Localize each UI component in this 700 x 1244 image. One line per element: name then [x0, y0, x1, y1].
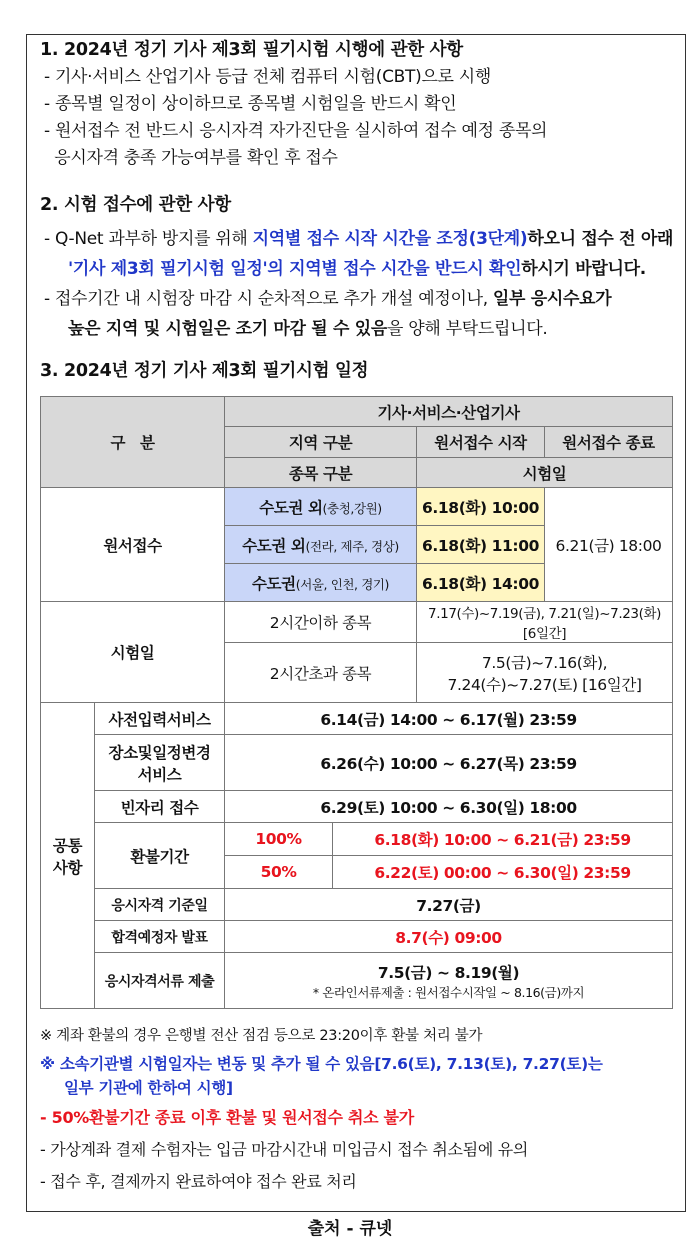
qual-date-value: 7.27(금): [225, 889, 673, 921]
region-main: 수도권 외: [242, 536, 306, 555]
highlight-text: '기사 제3회 필기시험 일정'의 지역별 접수 시간을 반드시 확인: [68, 259, 522, 279]
exam-days-cell: 7.17(수)~7.19(금), 7.21(일)~7.23(화) [6일간]: [417, 602, 673, 643]
text: 높은 지역 및 시험일은 조기 마감 될 수 있음: [68, 319, 388, 339]
region-main: 수도권 외: [259, 498, 323, 517]
exam-item-cell: 2시간이하 종목: [225, 602, 417, 643]
section-1-item: - 기사·서비스 산업기사 등급 전체 컴퓨터 시험(CBT)으로 시행: [44, 67, 492, 87]
docs-value-cell: [225, 953, 673, 1009]
footnote-exam-change-cont: 일부 기관에 한하여 시행]: [64, 1079, 233, 1097]
section-2-line-3: [44, 286, 611, 312]
region-cell: [225, 526, 417, 564]
text: 을 양해 부탁드립니다.: [387, 319, 548, 339]
refund-50-value: 6.22(토) 00:00 ~ 6.30(일) 23:59: [333, 856, 673, 889]
region-sub: (충청,강원): [322, 500, 382, 516]
section-1-title: 1. 2024년 정기 기사 제3회 필기시험 시행에 관한 사항: [40, 40, 463, 60]
region-main: 수도권: [251, 574, 296, 593]
footnote-payment: - 접수 후, 결제까지 완료하여야 접수 완료 처리: [40, 1172, 357, 1191]
section-1-item: 응시자격 충족 가능여부를 확인 후 접수: [44, 148, 338, 168]
vacancy-label: 빈자리 접수: [95, 791, 225, 823]
row-label-examday: 시험일: [41, 602, 225, 703]
header-region: 지역 구분: [225, 427, 417, 458]
schedule-table-wrapper: [40, 396, 672, 1009]
section-2-title: 2. 시험 접수에 관한 사항: [40, 195, 231, 215]
header-start: 원서접수 시작: [417, 427, 545, 458]
start-time-cell: 6.18(화) 10:00: [417, 488, 545, 526]
refund-label: 환불기간: [95, 823, 225, 889]
refund-100-pct: 100%: [225, 823, 333, 856]
docs-note: * 온라인서류제출 : 원서접수시작일 ~ 8.16(금)까지: [312, 984, 585, 1000]
change-value: 6.26(수) 10:00 ~ 6.27(목) 23:59: [225, 735, 673, 791]
footnote-refund-time: ※ 계좌 환불의 경우 은행별 전산 점검 등으로 23:20이후 환불 처리 불가: [40, 1028, 483, 1044]
footnote-virtual-account: - 가상계좌 결제 수험자는 입금 마감시간내 미입금시 접수 취소됨에 유의: [40, 1140, 529, 1159]
label-line: 장소및일정변경: [108, 743, 211, 762]
section-2-line-1: [44, 226, 673, 252]
highlight-text: 지역별 접수 시작 시간을 조정(3단계): [252, 229, 528, 249]
section-1-item: - 종목별 일정이 상이하므로 종목별 시험일을 반드시 확인: [44, 94, 457, 114]
source-caption: 출처 - 큐넷: [307, 1219, 393, 1239]
end-time-cell: 6.21(금) 18:00: [545, 488, 673, 602]
region-sub: (전라, 제주, 경상): [305, 538, 399, 554]
exam-item-cell: 2시간초과 종목: [225, 643, 417, 703]
docs-value: 7.5(금) ~ 8.19(월): [377, 963, 520, 982]
start-time-cell: 6.18(화) 14:00: [417, 564, 545, 602]
prereg-value: 6.14(금) 14:00 ~ 6.17(월) 23:59: [225, 703, 673, 735]
change-label: [95, 735, 225, 791]
section-2-line-4: [68, 316, 547, 342]
exam-days-line: 7.24(수)~7.27(토) [16일간]: [447, 675, 642, 694]
refund-50-pct: 50%: [225, 856, 333, 889]
section-2-line-2: [68, 256, 646, 282]
common-label-line: 사항: [52, 858, 83, 877]
qual-date-label: 응시자격 기준일: [95, 889, 225, 921]
section-1-item: - 원서접수 전 반드시 응시자격 자가진단을 실시하여 접수 예정 종목의: [44, 121, 548, 141]
region-cell: [225, 564, 417, 602]
exam-days-line: 7.5(금)~7.16(화),: [481, 653, 608, 672]
text: 일부 응시수요가: [492, 289, 612, 309]
vacancy-value: 6.29(토) 10:00 ~ 6.30(일) 18:00: [225, 791, 673, 823]
start-time-cell: 6.18(화) 11:00: [417, 526, 545, 564]
footnote-refund-cancel: - 50%환불기간 종료 이후 환불 및 원서접수 취소 불가: [40, 1108, 414, 1127]
exam-days-cell: [417, 643, 673, 703]
section-3-title: 3. 2024년 정기 기사 제3회 필기시험 일정: [40, 361, 369, 381]
header-examday: 시험일: [417, 458, 673, 488]
row-label-common: [41, 703, 95, 1009]
footnote-exam-change: ※ 소속기관별 시험일자는 변동 및 추가 될 수 있음[7.6(토), 7.13(토), 7.27(토)는: [40, 1055, 603, 1073]
prereg-label: 사전입력서비스: [95, 703, 225, 735]
common-label-line: 공통: [52, 836, 83, 855]
region-cell: [225, 488, 417, 526]
header-group: 기사·서비스·산업기사: [225, 397, 673, 427]
text: - 접수기간 내 시험장 마감 시 순차적으로 추가 개설 예정이나,: [44, 289, 493, 309]
text: 하오니 접수 전 아래: [527, 229, 674, 249]
header-end: 원서접수 종료: [545, 427, 673, 458]
refund-100-value: 6.18(화) 10:00 ~ 6.21(금) 23:59: [333, 823, 673, 856]
region-sub: (서울, 인천, 경기): [295, 576, 390, 592]
text: - Q-Net 과부하 방지를 위해: [44, 229, 253, 249]
docs-label: 응시자격서류 제출: [95, 953, 225, 1009]
row-label-registration: 원서접수: [41, 488, 225, 602]
text: 하시기 바랍니다.: [521, 259, 646, 279]
header-item: 종목 구분: [225, 458, 417, 488]
pass-value: 8.7(수) 09:00: [225, 921, 673, 953]
schedule-table: [40, 396, 673, 1009]
header-gubun: 구 분: [41, 397, 225, 488]
pass-label: 합격예정자 발표: [95, 921, 225, 953]
label-line: 서비스: [137, 765, 182, 784]
